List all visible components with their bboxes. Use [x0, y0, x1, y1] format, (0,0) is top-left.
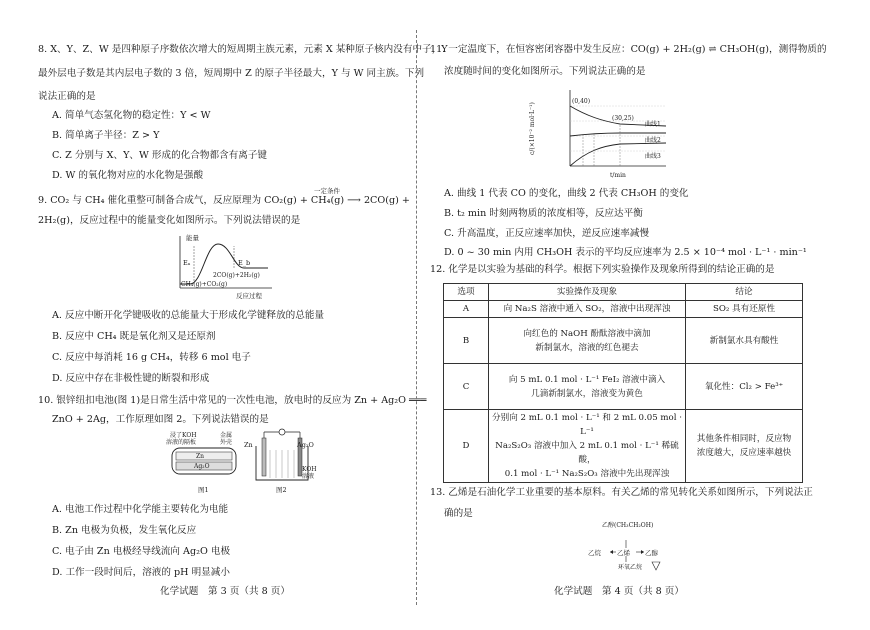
conclusion-line: 新制氯水具有酸性 — [709, 335, 779, 346]
q9-arrow-label: 一定条件 — [314, 187, 340, 195]
energy-start-label: CH₄(g)+CO₂(g) — [181, 281, 228, 288]
chart-curve2-label: 曲线2 — [645, 137, 661, 144]
q10-stem-line2: ZnO + 2Ag，工作原理如图 2。下列说法错误的是 — [52, 414, 269, 425]
chart-x-label: t/min — [610, 172, 626, 179]
energy-eb-label: E_b — [238, 259, 251, 267]
operation-cell — [489, 318, 686, 364]
conclusion-line: SO₂ 具有还原性 — [712, 304, 776, 314]
operation-line: 分别向 2 mL 0.1 mol · L⁻¹ 和 2 mL 0.05 mol · L⁻¹ — [492, 413, 682, 437]
conclusion-cell — [686, 301, 803, 318]
q8-option-a: A. 简单气态氢化物的稳定性：Y < W — [52, 110, 211, 121]
q10-stem-line1: 10. 银锌纽扣电池(图 1)是日常生活中常见的一次性电池，放电时的反应为 Zn + Ag₂O ═══ — [38, 395, 427, 406]
operation-cell — [489, 410, 686, 483]
energy-end-label: 2CO(g)+2H₂(g) — [213, 272, 260, 279]
fig2-zn: Zn — [244, 441, 253, 449]
table-row — [444, 364, 803, 410]
q8-option-d: D. W 的氧化物对应的水化物是强酸 — [52, 170, 204, 181]
option-cell: A — [444, 301, 489, 318]
energy-x-label: 反应过程 — [236, 292, 262, 300]
fig1-label-left1: 浸了KOH — [170, 432, 197, 439]
diagram-left-label: 乙烷 — [588, 549, 601, 557]
table-header: 实验操作及现象 — [489, 284, 686, 301]
operation-cell — [489, 301, 686, 318]
page-divider — [416, 30, 417, 605]
operation-line: 向 Na₂S 溶液中通入 SO₂，溶液中出现浑浊 — [503, 304, 671, 314]
diagram-right-label: 乙醇 — [645, 549, 658, 557]
left-page-footer: 化学试题 第 3 页（共 8 页） — [160, 586, 290, 597]
q11-option-a: A. 曲线 1 代表 CO 的变化，曲线 2 代表 CH₃OH 的变化 — [444, 188, 689, 199]
q10-option-b: B. Zn 电极为负极，发生氧化反应 — [52, 525, 197, 536]
q8-stem-line3: 说法正确的是 — [38, 91, 96, 102]
conclusion-cell — [686, 364, 803, 410]
diagram-center-label: 乙烯 — [617, 549, 630, 557]
q11-stem-line1: 11. 一定温度下，在恒容密闭容器中发生反应：CO(g) + 2H₂(g) ⇌ CH₃OH(g)，测得物质的 — [430, 44, 827, 55]
fig1-caption: 图1 — [198, 486, 209, 494]
chart-point-1: (0,40) — [572, 98, 591, 105]
q10-option-a: A. 电池工作过程中化学能主要转化为电能 — [52, 504, 229, 515]
fig2-caption: 图2 — [276, 486, 287, 494]
operation-line: 几滴新制氯水，溶液变为黄色 — [531, 388, 643, 399]
chart-y-label: c/(×10⁻² mol·L⁻¹) — [529, 102, 536, 155]
q8-stem-line1: 8. X、Y、Z、W 是四种原子序数依次增大的短周期主族元素，元素 X 某种原子核内没有中子，Y — [38, 44, 448, 55]
concentration-chart — [542, 86, 672, 178]
q13-stem-line1: 13. 乙烯是石油化学工业重要的基本原料。有关乙烯的常见转化关系如图所示，下列说法正 — [430, 487, 813, 498]
table-row — [444, 318, 803, 364]
chart-point-2: (30,25) — [612, 115, 634, 122]
diagram-top-label: 乙醇(CH₃CH₂OH) — [602, 522, 654, 529]
operation-cell — [489, 364, 686, 410]
q9-option-c: C. 反应中每消耗 16 g CH₄，转移 6 mol 电子 — [52, 352, 251, 363]
fig2-koh: KOH — [302, 466, 317, 473]
fig1-ag2o: Ag₂O — [194, 463, 210, 470]
q8-option-b: B. 简单离子半径：Z > Y — [52, 130, 160, 141]
operation-line: Na₂S₂O₃ 溶液中加入 2 mL 0.1 mol · L⁻¹ 稀硫酸， — [495, 441, 679, 465]
energy-ea-label: Eₐ — [183, 259, 191, 267]
fig1-label-left2: 溶液的隔板 — [166, 439, 197, 446]
table-header-row — [444, 284, 803, 301]
q9-stem-line1: 9. CO₂ 与 CH₄ 催化重整可制备合成气，反应原理为 CO₂(g) + CH₄(g) ⟶ 2CO(g) + — [38, 195, 410, 206]
q8-stem-line2: 最外层电子数是其内层电子数的 3 倍，短周期中 Z 的原子半径最大，Y 与 W 同主族。下列 — [38, 68, 425, 79]
table-row — [444, 410, 803, 483]
option-cell: B — [444, 318, 489, 364]
fig2-solution: 溶液 — [302, 473, 315, 480]
q12-stem: 12. 化学是以实验为基础的科学。根据下列实验操作及现象所得到的结论正确的是 — [430, 264, 775, 275]
chart-curve3-label: 曲线3 — [645, 153, 661, 160]
operation-line: 向红色的 NaOH 酚酞溶液中滴加 — [523, 328, 651, 339]
fig1-label-right1: 金属 — [220, 432, 233, 439]
conclusion-cell — [686, 318, 803, 364]
q8-option-c: C. Z 分别与 X、Y、W 形成的化合物都含有离子键 — [52, 150, 268, 161]
energy-y-label: 能量 — [186, 234, 199, 242]
q9-option-d: D. 反应中存在非极性键的断裂和形成 — [52, 373, 210, 384]
q9-stem-line2: 2H₂(g)，反应过程中的能量变化如图所示。下列说法错误的是 — [38, 215, 301, 226]
chart-curve1-label: 曲线1 — [645, 121, 661, 128]
conclusion-line: 其他条件相同时，反应物 — [696, 434, 792, 444]
q13-stem-line2: 确的是 — [444, 508, 473, 519]
experiment-table — [443, 283, 803, 483]
operation-line: 0.1 mol · L⁻¹ Na₂S₂O₃ 溶液中先出现浑浊 — [504, 469, 670, 479]
diagram-bottom-label: 环氧乙烷 — [618, 564, 643, 571]
fig1-zn: Zn — [196, 453, 205, 460]
operation-line: 新制氯水，溶液的红色褪去 — [535, 342, 639, 353]
table-row — [444, 301, 803, 318]
q11-option-d: D. 0 ~ 30 min 内用 CH₃OH 表示的平均反应速率为 2.5 × 10⁻⁴ mol · L⁻¹ · min⁻¹ — [444, 247, 807, 258]
q11-stem-line2: 浓度随时间的变化如图所示。下列说法正确的是 — [444, 66, 646, 77]
q9-option-b: B. 反应中 CH₄ 既是氧化剂又是还原剂 — [52, 331, 216, 342]
conclusion-line: 氧化性：Cl₂ > Fe³⁺ — [704, 381, 784, 392]
table-header: 选项 — [444, 284, 489, 301]
conclusion-cell — [686, 410, 803, 483]
q10-option-d: D. 工作一段时间后，溶液的 pH 明显减小 — [52, 567, 230, 578]
right-page-footer: 化学试题 第 4 页（共 8 页） — [554, 586, 684, 597]
conclusion-line: 浓度越大，反应速率越快 — [696, 448, 792, 458]
option-cell: C — [444, 364, 489, 410]
option-cell: D — [444, 410, 489, 483]
fig1-label-right2: 外壳 — [220, 439, 233, 446]
table-header: 结论 — [686, 284, 803, 301]
q10-option-c: C. 电子由 Zn 电极经导线流向 Ag₂O 电极 — [52, 546, 231, 557]
q11-option-b: B. t₂ min 时刻两物质的浓度相等，反应达平衡 — [444, 208, 643, 219]
q11-option-c: C. 升高温度，正反应速率加快，逆反应速率减慢 — [444, 228, 649, 239]
fig2-ag2o: Ag₂O — [297, 441, 314, 449]
operation-line: 向 5 mL 0.1 mol · L⁻¹ FeI₂ 溶液中滴入 — [508, 374, 666, 385]
q9-option-a: A. 反应中断开化学键吸收的总能量大于形成化学键释放的总能量 — [52, 310, 325, 321]
